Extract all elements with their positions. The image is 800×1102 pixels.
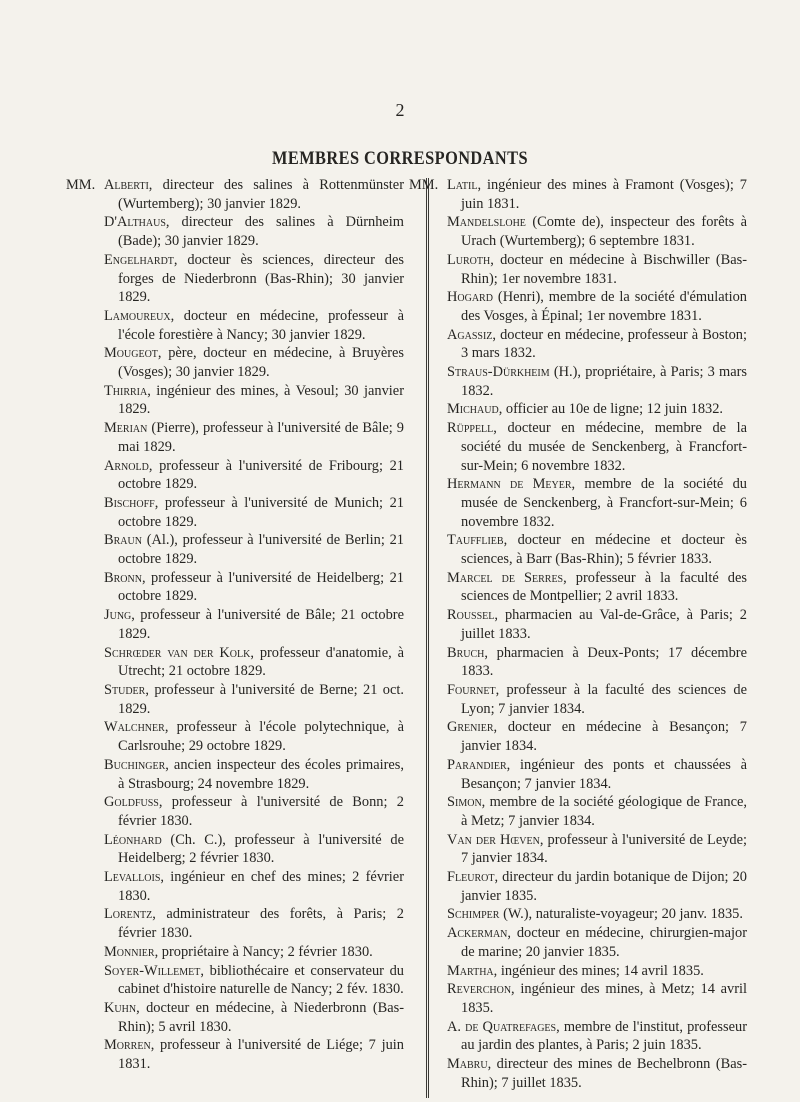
- member-entry: [104, 943, 404, 962]
- member-name: Agassiz: [447, 326, 493, 343]
- member-name: Soyer-Willemet: [104, 962, 201, 979]
- member-entry: [104, 213, 404, 250]
- member-details: , professeur à l'université de Munich; 21 octobre 1829.: [118, 494, 404, 530]
- member-details: , membre de la société géologique de France, à Metz; 7 janvier 1834.: [461, 794, 747, 829]
- member-details: , pharmacien au Val-de-Grâce, à Paris; 2 juillet 1833.: [461, 607, 747, 642]
- member-entry: [447, 644, 747, 681]
- member-details: , père, docteur en médecine, à Bruyères (Vosges); 30 janvier 1829.: [118, 345, 404, 381]
- member-name: Luroth: [447, 251, 491, 268]
- member-details: , officier au 10e de ligne; 12 juin 1832.: [498, 401, 724, 418]
- member-details: , ingénieur des ponts et chaussées à Besançon; 7 janvier 1834.: [461, 756, 747, 792]
- member-name: Bronn: [104, 569, 142, 586]
- member-name: Martha: [447, 962, 494, 979]
- member-details: , ingénieur des mines, à Vesoul; 30 janvier 1829.: [118, 382, 404, 418]
- left-column: [66, 176, 404, 1074]
- member-entry: [104, 793, 404, 830]
- member-entry: [104, 999, 404, 1036]
- member-name: Thirria: [104, 382, 148, 399]
- member-entry: [104, 457, 404, 494]
- member-entry: [447, 924, 747, 961]
- member-details: , membre de la société du musée de Senckenberg, à Francfort-sur-Mein; 6 novembre 1832.: [461, 476, 747, 530]
- member-name: Léonhard: [104, 831, 162, 848]
- member-name: Arnold: [104, 457, 149, 474]
- member-entry: [104, 606, 404, 643]
- member-details: , ingénieur en chef des mines; 2 février 1830.: [118, 869, 404, 904]
- right-column: [409, 176, 748, 1092]
- member-details: (Pierre), professeur à l'université de Bâle; 9 mai 1829.: [118, 420, 404, 455]
- member-details: (Comte de), inspecteur des forêts à Urach (Wurtemberg); 6 septembre 1831.: [461, 214, 747, 250]
- member-entry: [447, 962, 747, 981]
- member-details: , professeur à l'école polytechnique, à Carlsrouhe; 29 octobre 1829.: [118, 719, 404, 755]
- member-entry: [447, 363, 747, 400]
- member-details: , docteur en médecine, à Niederbronn (Bas-Rhin); 5 avril 1830.: [118, 999, 404, 1035]
- member-entry: [447, 326, 747, 363]
- member-details: , docteur en médecine, membre de la société du musée de Senckenberg, à Francfort-sur-Mein; 6 novembre 1832.: [461, 420, 747, 474]
- column-divider: [426, 178, 429, 1098]
- member-entry: [447, 1018, 747, 1055]
- member-details: , docteur ès sciences, directeur des forges de Niederbronn (Bas-Rhin); 30 janvier 1829.: [118, 251, 404, 306]
- member-details: , pharmacien à Deux-Ponts; 17 décembre 1833.: [461, 644, 747, 680]
- member-details: , administrateur des forêts, à Paris; 2 février 1830.: [118, 906, 404, 942]
- member-details: (Ch. C.), professeur à l'université de Heidelberg; 2 février 1830.: [118, 831, 404, 867]
- member-name: Braun: [104, 532, 142, 549]
- member-entry: [447, 288, 747, 325]
- member-details: , docteur en médecine à Besançon; 7 janvier 1834.: [461, 719, 747, 755]
- member-name: Van der Hœven: [447, 831, 540, 848]
- member-name: Engelhardt: [104, 251, 174, 268]
- member-entry: [104, 962, 404, 999]
- member-details: , membre de l'institut, professeur au jardin des plantes, à Paris; 2 juin 1835.: [461, 1018, 748, 1054]
- member-name: Lorentz: [104, 906, 153, 923]
- member-name: Walchner: [104, 719, 165, 736]
- member-entry: [447, 681, 747, 718]
- member-entry: [447, 251, 747, 288]
- member-details: (Al.), professeur à l'université de Berlin; 21 octobre 1829.: [118, 532, 404, 568]
- member-details: , professeur à la faculté des sciences de Lyon; 7 janvier 1834.: [461, 681, 747, 717]
- member-details: (W.), naturaliste-voyageur; 20 janv. 1835.: [499, 906, 743, 923]
- member-details: , propriétaire à Nancy; 2 février 1830.: [154, 943, 373, 960]
- member-entry: [447, 1055, 747, 1092]
- member-entry: [104, 344, 404, 381]
- member-entry: [447, 606, 747, 643]
- member-entry: [447, 475, 747, 531]
- member-entry: [104, 756, 404, 793]
- member-name: Hogard: [447, 289, 493, 306]
- member-details: , docteur en médecine, chirurgien-major de marine; 20 janvier 1835.: [461, 925, 747, 960]
- member-details: , docteur en médecine, professeur à l'école forestière à Nancy; 30 janvier 1829.: [118, 307, 404, 343]
- member-name: Rüppell: [447, 420, 494, 437]
- member-name: Bruch: [447, 644, 485, 661]
- member-name: Schimper: [447, 906, 500, 923]
- member-name: Morren: [104, 1037, 151, 1054]
- member-details: , professeur à l'université de Heidelberg; 21 octobre 1829.: [118, 569, 404, 605]
- member-entry: [104, 307, 404, 344]
- member-name: Schrœder van der Kolk: [104, 644, 251, 661]
- member-name: Grenier: [447, 719, 494, 736]
- member-details: , professeur à l'université de Fribourg; 21 octobre 1829.: [118, 457, 404, 493]
- member-entry: [447, 831, 747, 868]
- member-details: , professeur à l'université de Bâle; 21 octobre 1829.: [118, 607, 404, 642]
- member-entry: [104, 1036, 404, 1073]
- member-details: , professeur à la faculté des sciences de Montpellier; 2 avril 1833.: [461, 569, 747, 605]
- member-details: , docteur en médecine, professeur à Boston; 3 mars 1832.: [461, 326, 747, 362]
- member-entry: [104, 644, 404, 681]
- member-name: Alberti: [104, 177, 149, 193]
- member-details: , directeur des mines de Bechelbronn (Bas-Rhin); 7 juillet 1835.: [461, 1056, 747, 1091]
- member-entry: [104, 176, 404, 213]
- member-details: , ingénieur des mines à Framont (Vosges); 7 juin 1831.: [461, 177, 747, 212]
- member-details: , professeur à l'université de Leyde; 7 janvier 1834.: [461, 831, 747, 867]
- member-name: Straus-Dürkheim: [447, 364, 550, 381]
- member-details: (H.), propriétaire, à Paris; 3 mars 1832.: [461, 364, 747, 399]
- member-entry: [104, 382, 404, 419]
- member-details: , ingénieur des mines, à Metz; 14 avril 1835.: [461, 981, 747, 1016]
- member-entry: [447, 718, 747, 755]
- column-label: MM.: [66, 177, 96, 193]
- member-name: Fleurot: [447, 869, 495, 886]
- member-name: Marcel de Serres: [447, 569, 564, 586]
- member-name: Michaud: [447, 401, 499, 418]
- member-entry: [447, 213, 747, 250]
- member-entry: [447, 419, 747, 475]
- member-name: Roussel: [447, 607, 495, 624]
- member-entry: [104, 419, 404, 456]
- member-entry: [104, 905, 404, 942]
- column-label: MM.: [409, 177, 439, 193]
- member-name: Hermann de Meyer: [447, 476, 572, 493]
- member-name: Mougeot: [104, 345, 158, 362]
- member-name: Taufflieb: [447, 532, 504, 549]
- member-name: Lamoureux: [104, 307, 171, 324]
- member-name: A. de Quatrefages: [447, 1018, 557, 1035]
- member-details: , docteur en médecine à Bischwiller (Bas-Rhin); 1er novembre 1831.: [461, 251, 747, 287]
- member-name: Simon: [447, 794, 482, 811]
- member-details: (Henri), membre de la société d'émulation des Vosges, à Épinal; 1er novembre 1831.: [461, 289, 747, 324]
- member-name: Merian: [104, 420, 148, 437]
- member-entry: [447, 176, 747, 213]
- member-details: , ancien inspecteur des écoles primaires, à Strasbourg; 24 novembre 1829.: [118, 756, 404, 792]
- member-entry: [447, 905, 747, 924]
- member-name: Monnier: [104, 943, 155, 960]
- member-details: , professeur à l'université de Liége; 7 juin 1831.: [118, 1037, 404, 1073]
- member-name: Buchinger: [104, 756, 166, 773]
- member-entry: [447, 793, 747, 830]
- member-entry: [104, 251, 404, 307]
- member-name: Levallois: [104, 869, 161, 886]
- member-name: Jung: [104, 607, 132, 624]
- member-entry: [447, 531, 747, 568]
- member-entry: [104, 831, 404, 868]
- member-entry: [447, 569, 747, 606]
- member-entry: [104, 681, 404, 718]
- member-details: , directeur du jardin botanique de Dijon; 20 janvier 1835.: [461, 869, 747, 904]
- member-details: , professeur à l'université de Bonn; 2 février 1830.: [118, 794, 404, 829]
- member-details: , docteur en médecine et docteur ès sciences, à Barr (Bas-Rhin); 5 février 1833.: [461, 532, 747, 568]
- member-entry: [104, 531, 404, 568]
- member-name: Reverchon: [447, 981, 512, 998]
- member-name: Mandelslohe: [447, 214, 526, 231]
- member-details: , professeur à l'université de Berne; 21 oct. 1829.: [118, 681, 404, 717]
- member-name: Parandier: [447, 756, 507, 773]
- page-number: 2: [395, 100, 405, 120]
- member-entry: [104, 569, 404, 606]
- member-name: Ackerman: [447, 925, 508, 942]
- member-entry: [104, 494, 404, 531]
- member-name: Studer: [104, 681, 146, 698]
- member-name: Mabru: [447, 1056, 488, 1073]
- member-name: Goldfuss: [104, 794, 159, 811]
- member-details: , bibliothécaire et conservateur du cabinet d'histoire naturelle de Nancy; 2 fév. 1830.: [118, 962, 404, 998]
- member-entry: [104, 718, 404, 755]
- member-details: , directeur des salines à Dürnheim (Bade); 30 janvier 1829.: [118, 214, 404, 250]
- member-entry: [447, 980, 747, 1017]
- member-name: Fournet: [447, 681, 496, 698]
- member-name: Bischoff: [104, 494, 155, 511]
- member-entry: [447, 400, 747, 419]
- member-entry: [104, 868, 404, 905]
- section-heading: MEMBRES CORRESPONDANTS: [272, 148, 528, 169]
- member-name: Latil: [447, 177, 478, 193]
- member-name: D'Althaus: [104, 214, 166, 231]
- member-details: , professeur d'anatomie, à Utrecht; 21 octobre 1829.: [118, 644, 404, 680]
- member-entry: [447, 868, 747, 905]
- member-details: , ingénieur des mines; 14 avril 1835.: [493, 962, 704, 979]
- member-entry: [447, 756, 747, 793]
- member-name: Kuhn: [104, 999, 137, 1016]
- member-details: , directeur des salines à Rottenmünster (Wurtemberg); 30 janvier 1829.: [118, 177, 404, 212]
